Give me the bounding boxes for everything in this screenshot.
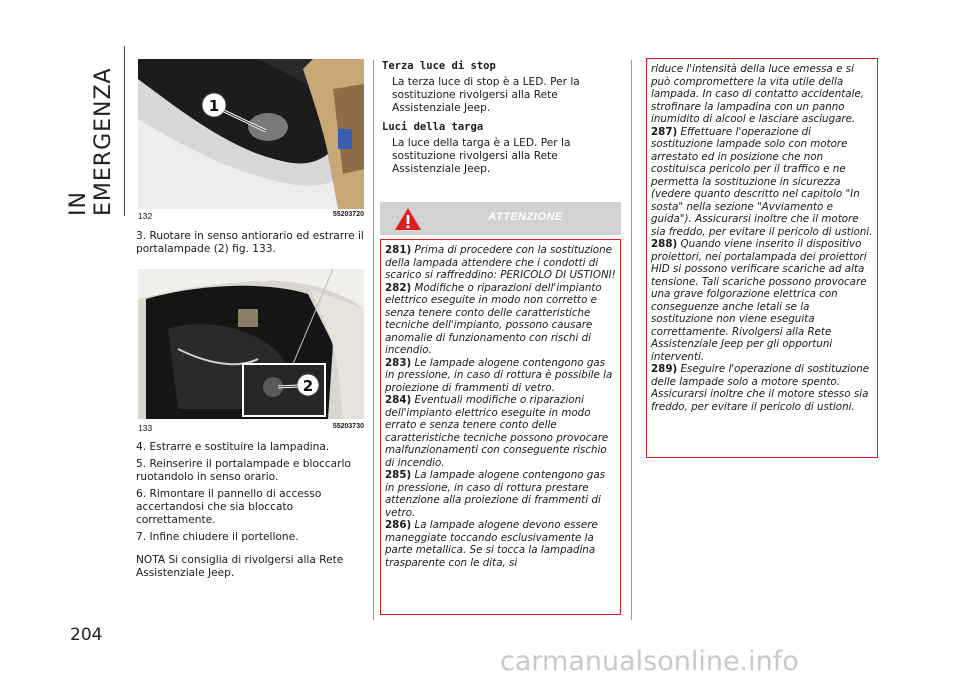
- warning-286: 286) La lampade alogene devono essere maneggiate toccando esclusivamente la parte metallica. Se si tocca la lampadina trasparente con le dita, si: [385, 519, 598, 569]
- warning-label: ATTENZIONE: [488, 211, 563, 223]
- warning-284: 284) Eventuali modifiche o riparazioni dell'impianto elettrico eseguite in modo errato e senza tenere conto delle caratteristiche tecniche possono provocare malfunzionamenti con conseguente rischio di incendio.: [385, 394, 609, 469]
- warning-289: 289) Eseguire l'operazione di sostituzione delle lampade solo a motore spento. Assicurarsi inoltre che il motore stesso sia freddo, per evitare il pericolo di ustioni.: [651, 363, 870, 413]
- warning-288: 288) Quando viene inserito il dispositivo proiettori, nei portalampada dei proiettori HID si possono verificare scariche ad alta tensione. Tali scariche possono provocare una grave folgorazione elettrica con conseguenze anche letali se la sostituzione non viene eseguita correttamente. Rivolgersi alla Rete Assistenziale Jeep per gli opportuni interventi.: [651, 238, 867, 363]
- step-3: 3. Ruotare in senso antiorario ed estrarre il portalampade (2) fig. 133.: [136, 230, 364, 255]
- warning-triangle-icon: [394, 207, 422, 231]
- column-2-top: [382, 56, 617, 180]
- figure-133-photo: [138, 269, 364, 419]
- step-5: 5. Reinserire il portalampade e bloccarlo ruotandolo in senso orario.: [136, 458, 351, 483]
- heading-third-stop-light: Terza luce di stop: [382, 60, 496, 72]
- nota: NOTA Si consiglia di rivolgersi alla Rete Assistenziale Jeep.: [136, 554, 344, 579]
- figure-code: 55203720: [332, 211, 364, 218]
- column-rule-2: [631, 60, 632, 620]
- figure-133: [138, 269, 364, 419]
- figure-132: [138, 59, 364, 209]
- figure-132-photo: [138, 59, 364, 209]
- figure-number: 133: [138, 423, 153, 433]
- column-1-bottom: [136, 441, 368, 584]
- watermark: carmanualsonline.info: [500, 646, 799, 677]
- warning-286-continued: riduce l'intensità della luce emessa e si può compromettere la vita utile della lampada. In caso di contatto accidentale, strofinare la lampadina con un panno inumidito di alcool e lasciare asciugare.: [651, 63, 865, 125]
- warning-header: [380, 202, 621, 235]
- column-1-top: [136, 230, 368, 260]
- callout-1: 1: [208, 97, 220, 115]
- figure-number: 132: [138, 211, 153, 221]
- column-rule-1: [373, 60, 374, 620]
- section-title-text: IN EMERGENZA: [66, 67, 116, 216]
- figure-133-caption: [138, 423, 364, 433]
- step-7: 7. Infine chiudere il portellone.: [136, 531, 299, 543]
- para-third-stop-light: La terza luce di stop è a LED. Per la sostituzione rivolgersi alla Rete Assistenziale Jeep.: [392, 76, 580, 114]
- step-6: 6. Rimontare il pannello di accesso accertandosi che sia bloccato correttamente.: [136, 488, 322, 526]
- callout-2: 2: [302, 377, 314, 395]
- para-plate-light: La luce della targa è a LED. Per la sostituzione rivolgersi alla Rete Assistenziale Jeep.: [392, 137, 571, 175]
- page-number: 204: [70, 625, 103, 645]
- step-4: 4. Estrarre e sostituire la lampadina.: [136, 441, 330, 453]
- warning-box-1: [380, 239, 621, 615]
- section-divider: [124, 46, 125, 216]
- warning-282: 282) Modifiche o riparazioni dell'impianto elettrico eseguite in modo non corretto e senza tenere conto delle caratteristiche tecniche dell'impianto, possono causare anomalie di funzionamento con rischi di incendio.: [385, 281, 602, 356]
- figure-code: 55203730: [332, 423, 364, 430]
- warning-281: 281) Prima di procedere con la sostituzione della lampada attendere che i condotti di scarico si raffreddino: PERICOLO DI USTIONI!: [385, 244, 616, 281]
- heading-plate-light: Luci della targa: [382, 121, 484, 133]
- section-title: [60, 46, 122, 216]
- warning-285: 285) La lampade alogene contengono gas in pressione, in caso di rottura prestare attenzione alla proiezione di frammenti di vetro.: [385, 469, 606, 519]
- warning-287: 287) Effettuare l'operazione di sostituzione lampade solo con motore arrestato ed in posizione che non costituisca pericolo per il traffico e ne permetta la sostituzione in sicurezza (vedere quanto descritto nel capitolo "In sosta" nella sezione "Avviamento e guida"). Assicurarsi inoltre che il motore sia freddo, per evitare il pericolo di ustioni.: [651, 125, 873, 238]
- warning-box-2: [646, 58, 878, 458]
- warning-283: 283) Le lampade alogene contengono gas in pressione, in caso di rottura è possibile la proiezione di frammenti di vetro.: [385, 356, 613, 394]
- figure-132-caption: [138, 211, 364, 221]
